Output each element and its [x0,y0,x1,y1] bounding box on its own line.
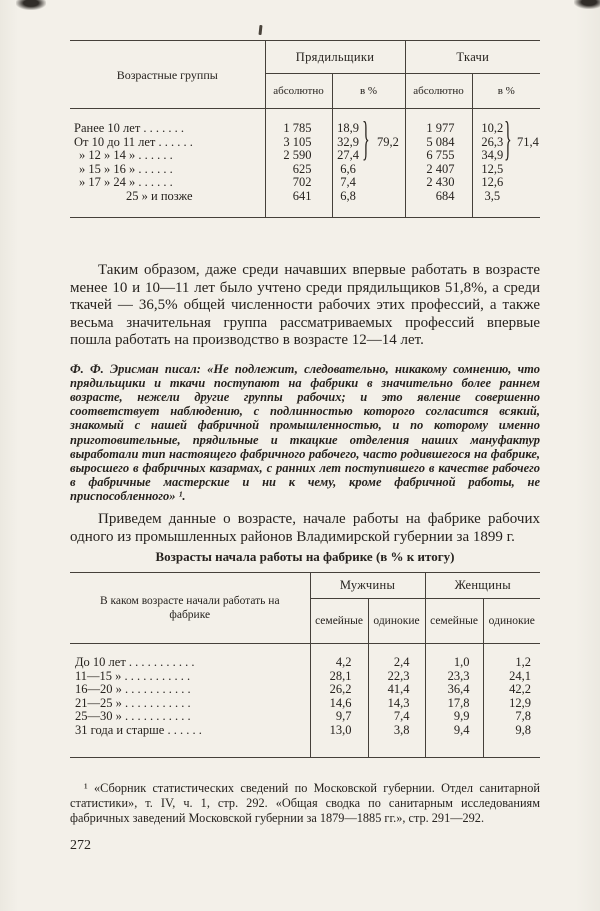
women-family-cell: 17,8 [425,697,483,711]
footnote: ¹ «Сборник статистических сведений по Московской губернии. Отдел санитарной статистики», т. IV, ч. 1, стр. 292. «Общая сводка по санитарным исследованиям фабричных заведений Московской губернии за 1879—1885 гг.», стр. 291—292. [70,781,540,826]
factory-start-age-table [70,572,540,758]
women-family-cell: 9,4 [425,724,483,758]
weavers-subtotal-value: 71,4 [517,135,539,149]
table1-header-spinners-absolute: абсолютно [265,74,332,109]
table-row [70,644,540,670]
women-single-cell: 7,8 [515,710,532,723]
start-age-label: До 10 лет . . . . . . . . . . . [70,644,310,670]
spinners-subtotal-value: 79,2 [377,135,399,149]
age-group-label: 25 » и позже [70,190,265,218]
paragraph-intro-table2: Приведем данные о возрасте, начале работы на фабрике рабочих одного из промышленных районов Владимирской губернии за 1899 г. [70,511,540,545]
age-group-label: » 17 » 24 » . . . . . . [70,176,265,190]
men-family-cell: 9,7 [310,710,368,724]
table-row [70,683,540,697]
table2-header-women-family: семейные [425,599,483,644]
table1-header-age-groups: Возрастные группы [70,41,265,109]
scan-tick-mark [258,25,262,35]
weavers-percent-cell: 12,5 [481,162,504,176]
spinners-percent-cell: 27,4 [332,149,405,163]
table1-header-spinners: Прядильщики [265,41,405,74]
age-group-label: » 12 » 14 » . . . . . . [70,149,265,163]
women-single-cell: 1,2 [515,655,532,669]
weavers-subtotal-brace: } [504,115,512,166]
weavers-percent-cell: 10,2 [481,121,504,135]
age-group-label: » 15 » 16 » . . . . . . [70,163,265,177]
table2-header-men: Мужчины [310,573,425,599]
table2-header-label: В каком возрасте начали работать на фабрике [70,573,310,644]
men-single-cell: 22,3 [368,670,425,684]
spinners-percent-cell: 32,9 [332,136,405,150]
table-row [70,724,540,758]
weavers-absolute-cell: 684 [405,190,472,218]
spinners-percent-cell: 18,9 [332,109,405,136]
men-family-cell: 4,2 [310,644,368,670]
table2-header-women: Женщины [425,573,540,599]
age-group-label: От 10 до 11 лет . . . . . . [70,136,265,150]
table1-header-weavers-absolute: абсолютно [405,74,472,109]
weavers-percent-cell: 26,3 [481,135,504,149]
men-family-cell: 14,6 [310,697,368,711]
start-age-label: 25—30 » . . . . . . . . . . . [70,710,310,724]
spinners-percent-cell: 6,6 [332,163,405,177]
men-single-cell: 3,8 [368,724,425,758]
table1-header-weavers-percent: в % [472,74,540,109]
spinners-absolute-cell: 3 105 [265,136,332,150]
table2-title: Возрасты начала работы на фабрике (в % к итогу) [155,549,455,564]
weavers-percent-cell: 12,6 [481,176,504,189]
start-age-label: 31 года и старше . . . . . . [70,724,310,758]
women-single-cell: 42,2 [509,683,532,696]
spinners-absolute-cell: 702 [265,176,332,190]
spinners-absolute-cell: 625 [265,163,332,177]
workers-age-table [70,40,540,218]
weavers-percent-cell: 34,9 [481,149,504,162]
spinners-absolute-cell: 641 [265,190,332,218]
women-family-cell: 1,0 [425,644,483,670]
spinners-percent-cell: 7,4 [332,176,405,190]
table1-header-spinners-percent: в % [332,74,405,109]
table-row [70,710,540,724]
men-single-cell: 41,4 [368,683,425,697]
page-number: 272 [70,838,91,853]
spinners-absolute-cell: 2 590 [265,149,332,163]
table-row [70,190,540,218]
start-age-label: 11—15 » . . . . . . . . . . . [70,670,310,684]
table-row [70,149,540,163]
weavers-absolute-cell: 2 407 [405,163,472,177]
age-group-label: Ранее 10 лет . . . . . . . [70,109,265,136]
weavers-absolute-cell: 5 084 [405,136,472,150]
women-family-cell: 36,4 [425,683,483,697]
workers-age-table-grid [70,40,540,218]
women-family-cell: 9,9 [425,710,483,724]
weavers-percent-cell: 3,5 [484,189,501,203]
spinners-subtotal-brace: } [362,115,370,166]
spinners-absolute-cell: 1 785 [265,109,332,136]
men-single-cell: 2,4 [368,644,425,670]
women-single-cell: 12,9 [509,696,532,710]
weavers-absolute-cell: 1 977 [405,109,472,136]
scan-smudge-top-left [16,0,46,10]
women-single-cell: 9,8 [515,723,532,737]
table-row [70,670,540,684]
table1-header-weavers: Ткачи [405,41,540,74]
table2-header-men-single: одинокие [368,599,425,644]
table-row [70,136,540,150]
table-row [70,697,540,711]
table-row [70,163,540,177]
women-single-cell: 24,1 [509,669,532,683]
weavers-absolute-cell: 2 430 [405,176,472,190]
spinners-percent-cell: 6,8 [332,190,405,218]
men-family-cell: 28,1 [310,670,368,684]
table-row [70,109,540,136]
paragraph-summary: Таким образом, даже среди начавших впервые работать в возрасте менее 10 и 10—11 лет было учтено среди прядильщиков 51,8%, а среди ткачей — 36,5% общей численности рабочих этих профессий, а также весьма значительная группа рассматриваемых профессий впервые пошла работать на производство в возрасте 12—14 лет. [70,262,540,348]
men-single-cell: 14,3 [368,697,425,711]
start-age-label: 16—20 » . . . . . . . . . . . [70,683,310,697]
women-family-cell: 23,3 [425,670,483,684]
men-single-cell: 7,4 [368,710,425,724]
men-family-cell: 13,0 [310,724,368,758]
erisman-quote: Ф. Ф. Эрисман писал: «Не подлежит, следовательно, никакому сомнению, что прядильщики и ткачи поступают на фабрики в значительно более раннем возрасте, нежели другие группы рабочих; и это явление совершенно соответствует наблюдению, с подлинностью которого согласится всякий, знакомый с нашей фабричной промышленностью, и по которому именно приготовительные, прядильные и ткацкие отделения наших мануфактур выработали тип настоящего фабричного рабочего, часто родившегося на фабрике, выросшего в фабричных казармах, с ранних лет поступившего в качестве рабочего в фабричные мастерские и ни к чему, кроме фабричной работы, не приспособленного» ¹. [70,361,540,504]
table-row [70,176,540,190]
men-family-cell: 26,2 [310,683,368,697]
start-age-label: 21—25 » . . . . . . . . . . . [70,697,310,711]
scan-smudge-top-right [574,0,600,9]
table2-header-women-single: одинокие [483,599,540,644]
weavers-absolute-cell: 6 755 [405,149,472,163]
factory-start-age-table-grid [70,572,540,758]
table2-header-men-family: семейные [310,599,368,644]
